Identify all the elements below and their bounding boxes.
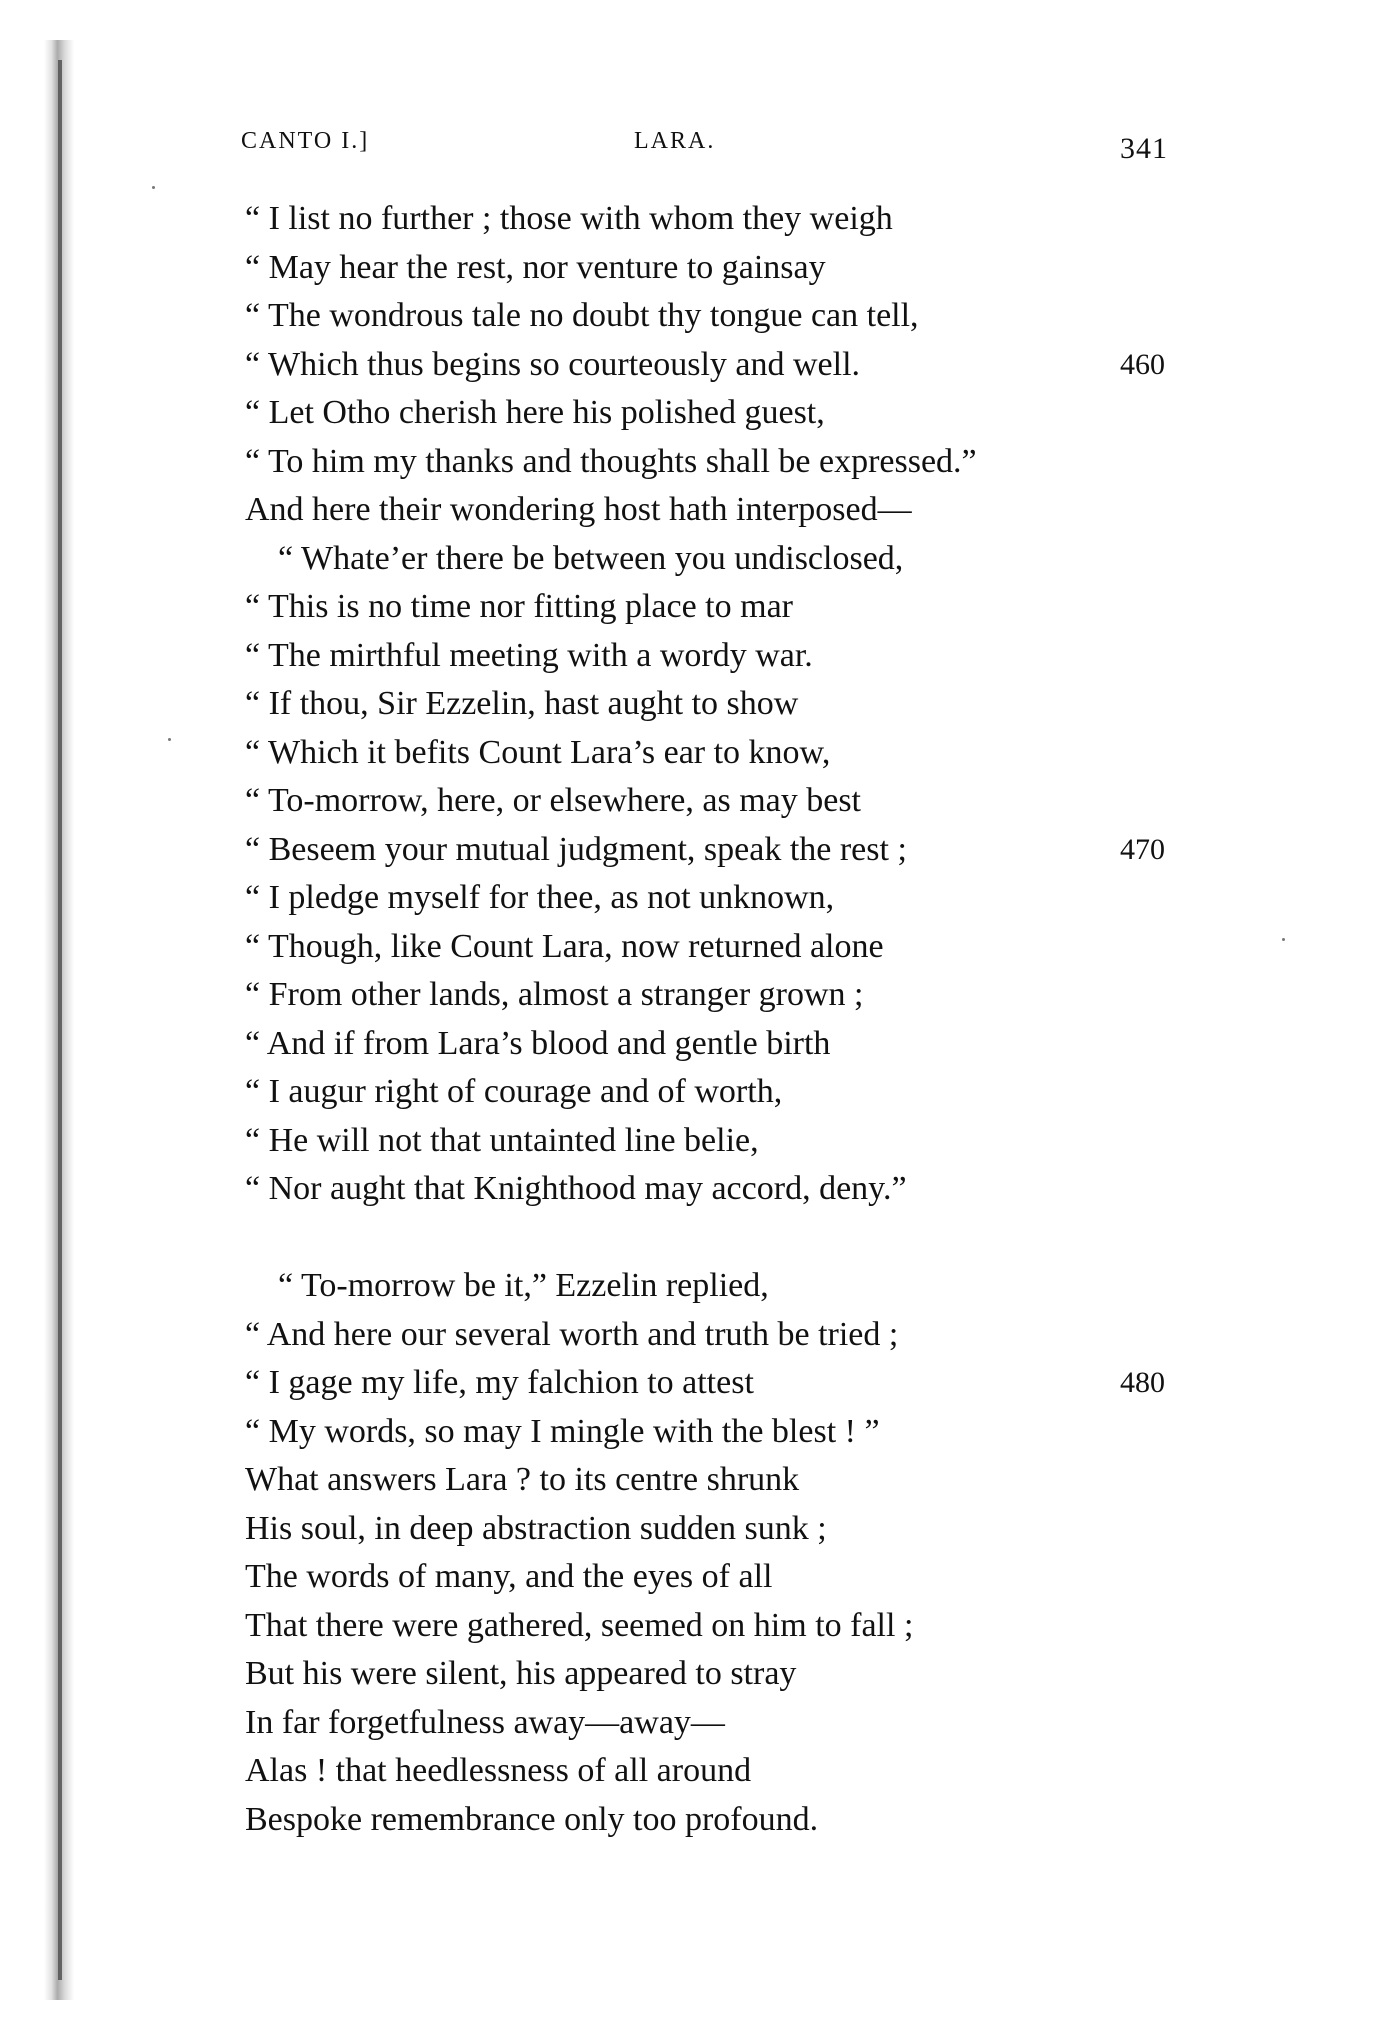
verse-line bbox=[0, 874, 1390, 923]
verse-text: “ And here our several worth and truth be tried ; bbox=[245, 1315, 899, 1353]
verse-text: “ And if from Lara’s blood and gentle birth bbox=[245, 1024, 831, 1062]
verse-line bbox=[0, 341, 1390, 390]
verse-text: “ This is no time nor fitting place to mar bbox=[245, 588, 793, 625]
verse-line bbox=[0, 1117, 1390, 1166]
verse-text: “ May hear the rest, nor venture to gainsay bbox=[245, 248, 826, 286]
verse-line bbox=[0, 292, 1390, 341]
line-number: 470 bbox=[1120, 832, 1165, 866]
verse-line bbox=[0, 1796, 1390, 1845]
verse-text: “ Nor aught that Knighthood may accord, deny.” bbox=[245, 1170, 907, 1207]
verse-text: “ I gage my life, my falchion to attest bbox=[245, 1364, 754, 1401]
verse-text: “ The mirthful meeting with a wordy war. bbox=[245, 636, 813, 674]
running-header bbox=[0, 128, 1390, 168]
verse-line bbox=[0, 923, 1390, 972]
verse-line bbox=[0, 971, 1390, 1020]
verse-text: “ If thou, Sir Ezzelin, hast aught to show bbox=[245, 685, 799, 722]
verse-line bbox=[0, 1165, 1390, 1214]
verse-text: In far forgetfulness away—away— bbox=[245, 1703, 725, 1741]
verse-line bbox=[0, 1553, 1390, 1602]
verse-text: “ Whate’er there be between you undisclosed, bbox=[278, 539, 904, 577]
verse-line bbox=[0, 244, 1390, 293]
verse-line bbox=[0, 1602, 1390, 1651]
verse-text: Alas ! that heedlessness of all around bbox=[245, 1752, 752, 1789]
verse-line bbox=[0, 1020, 1390, 1069]
print-speck bbox=[152, 186, 155, 189]
verse-text: But his were silent, his appeared to stray bbox=[245, 1655, 797, 1692]
verse-text: “ He will not that untainted line belie, bbox=[245, 1121, 759, 1159]
stanza-2 bbox=[0, 1262, 1390, 1844]
verse-text: What answers Lara ? to its centre shrunk bbox=[245, 1461, 800, 1498]
verse-text: Bespoke remembrance only too profound. bbox=[245, 1800, 819, 1838]
verse-text: “ Beseem your mutual judgment, speak the rest ; bbox=[245, 830, 907, 868]
line-number: 460 bbox=[1120, 347, 1165, 381]
verse-line bbox=[0, 1505, 1390, 1554]
verse-line bbox=[0, 826, 1390, 875]
verse-line bbox=[0, 389, 1390, 438]
page-number: 341 bbox=[1120, 132, 1168, 165]
verse-text: “ The wondrous tale no doubt thy tongue can tell, bbox=[245, 297, 919, 334]
verse-line bbox=[0, 1068, 1390, 1117]
verse-text: “ Let Otho cherish here his polished guest, bbox=[245, 394, 825, 431]
verse-line bbox=[0, 1650, 1390, 1699]
verse-line bbox=[0, 1262, 1390, 1311]
verse-line bbox=[0, 535, 1390, 584]
canto-label: CANTO I.] bbox=[241, 128, 370, 154]
verse-text: “ Which it befits Count Lara’s ear to know, bbox=[245, 733, 831, 771]
verse-text: His soul, in deep abstraction sudden sunk ; bbox=[245, 1509, 827, 1547]
verse-text: “ My words, so may I mingle with the blest ! ” bbox=[245, 1412, 880, 1450]
verse-line bbox=[0, 1408, 1390, 1457]
verse-line bbox=[0, 1456, 1390, 1505]
verse-text: “ To-morrow, here, or elsewhere, as may best bbox=[245, 782, 862, 819]
verse-line bbox=[0, 486, 1390, 535]
verse-line bbox=[0, 729, 1390, 778]
verse-text: “ Which thus begins so courteously and well. bbox=[245, 345, 861, 383]
verse-text: “ Though, like Count Lara, now returned alone bbox=[245, 927, 884, 965]
verse-text: “ I list no further ; those with whom they weigh bbox=[245, 200, 893, 237]
verse-line bbox=[0, 1311, 1390, 1360]
verse-text: That there were gathered, seemed on him to fall ; bbox=[245, 1606, 914, 1644]
stanza-1 bbox=[0, 195, 1390, 1214]
verse-text: And here their wondering host hath interposed— bbox=[245, 491, 912, 528]
verse-text: The words of many, and the eyes of all bbox=[245, 1558, 773, 1595]
line-number: 480 bbox=[1120, 1366, 1165, 1399]
verse-line bbox=[0, 1747, 1390, 1796]
poem-title: LARA. bbox=[634, 128, 716, 154]
verse-line bbox=[0, 583, 1390, 632]
verse-line bbox=[0, 1699, 1390, 1748]
verse-line bbox=[0, 632, 1390, 681]
verse-line bbox=[0, 777, 1390, 826]
verse-line bbox=[0, 438, 1390, 487]
verse-text: “ I pledge myself for thee, as not unknown, bbox=[245, 879, 835, 916]
verse-text: “ To-morrow be it,” Ezzelin replied, bbox=[278, 1267, 769, 1304]
verse-line bbox=[0, 195, 1390, 244]
verse-text: “ I augur right of courage and of worth, bbox=[245, 1073, 783, 1110]
verse-text: “ From other lands, almost a stranger grown ; bbox=[245, 976, 864, 1013]
verse-line bbox=[0, 680, 1390, 729]
verse-text: “ To him my thanks and thoughts shall be expressed.” bbox=[245, 442, 977, 480]
verse-line bbox=[0, 1359, 1390, 1408]
